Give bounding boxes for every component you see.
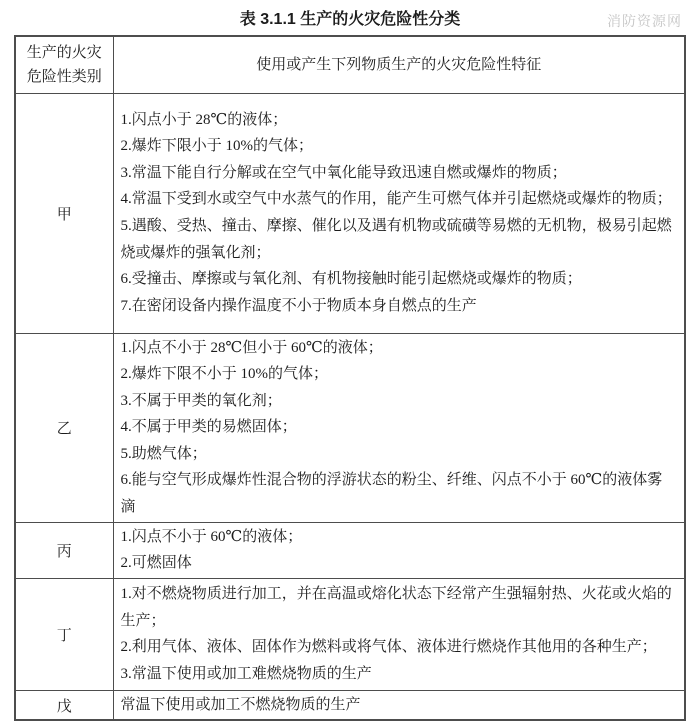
header-category-line2: 危险性类别 xyxy=(26,68,102,85)
header-row xyxy=(15,36,685,93)
feature-item: 4.常温下受到水或空气中水蒸气的作用，能产生可燃气体并引起燃烧或爆炸的物质； xyxy=(120,191,672,208)
features-cell-ding xyxy=(113,578,685,690)
feature-item: 5.遇酸、受热、撞击、摩擦、催化以及遇有机物或硫磺等易燃的无机物，极易引起燃烧或爆炸的强氧化剂； xyxy=(120,218,672,261)
feature-item: 3.不属于甲类的氧化剂； xyxy=(120,392,282,409)
table-row-bing xyxy=(15,522,685,578)
category-cell-jia: 甲 xyxy=(15,93,113,333)
feature-item: 1.闪点不小于 60℃的液体； xyxy=(120,528,303,545)
feature-item: 3.常温下使用或加工难燃烧物质的生产 xyxy=(120,665,372,682)
feature-item: 1.对不燃烧物质进行加工，并在高温或熔化状态下经常产生强辐射热、火花或火焰的生产； xyxy=(120,586,672,629)
table-title: 表 3.1.1 生产的火灾危险性分类 xyxy=(239,11,461,28)
category-cell-bing: 丙 xyxy=(15,522,113,578)
table-row-wu xyxy=(15,690,685,720)
feature-item: 7.在密闭设备内操作温度不小于物质本身自燃点的生产 xyxy=(120,297,477,314)
feature-item: 4.不属于甲类的易燃固体； xyxy=(120,419,297,436)
table-row-jia xyxy=(15,93,685,333)
feature-item: 2.利用气体、液体、固体作为燃料或将气体、液体进行燃烧作其他用的各种生产； xyxy=(120,639,657,656)
feature-item: 6.受撞击、摩擦或与氧化剂、有机物接触时能引起燃烧或爆炸的物质； xyxy=(120,271,582,288)
feature-item: 常温下使用或加工不燃烧物质的生产 xyxy=(120,696,361,713)
header-features-cell: 使用或产生下列物质生产的火灾危险性特征 xyxy=(113,36,685,93)
header-category-cell xyxy=(15,36,113,93)
watermark-site-name: 消防资源网 xyxy=(607,13,682,29)
feature-item: 2.可燃固体 xyxy=(120,555,192,572)
table-row-yi xyxy=(15,333,685,522)
feature-item: 5.助燃气体； xyxy=(120,445,207,462)
feature-item: 2.爆炸下限不小于 10%的气体； xyxy=(120,366,328,383)
feature-item: 1.闪点小于 28℃的液体； xyxy=(120,111,288,128)
features-cell-wu xyxy=(113,690,685,720)
category-cell-wu: 戊 xyxy=(15,690,113,720)
feature-item: 2.爆炸下限小于 10%的气体； xyxy=(120,138,313,155)
table-row-ding xyxy=(15,578,685,690)
feature-item: 3.常温下能自行分解或在空气中氧化能导致迅速自燃或爆炸的物质； xyxy=(120,164,567,181)
fire-hazard-classification-table xyxy=(14,35,686,721)
features-cell-jia xyxy=(113,93,685,333)
feature-item: 6.能与空气形成爆炸性混合物的浮游状态的粉尘、纤维、闪点不小于 60℃的液体雾滴 xyxy=(120,472,663,516)
header-category-line1: 生产的火灾 xyxy=(26,44,102,61)
features-cell-bing xyxy=(113,522,685,578)
feature-item: 1.闪点不小于 28℃但小于 60℃的液体； xyxy=(120,339,383,356)
category-cell-yi: 乙 xyxy=(15,333,113,522)
features-cell-yi xyxy=(113,333,685,522)
category-cell-ding: 丁 xyxy=(15,578,113,690)
